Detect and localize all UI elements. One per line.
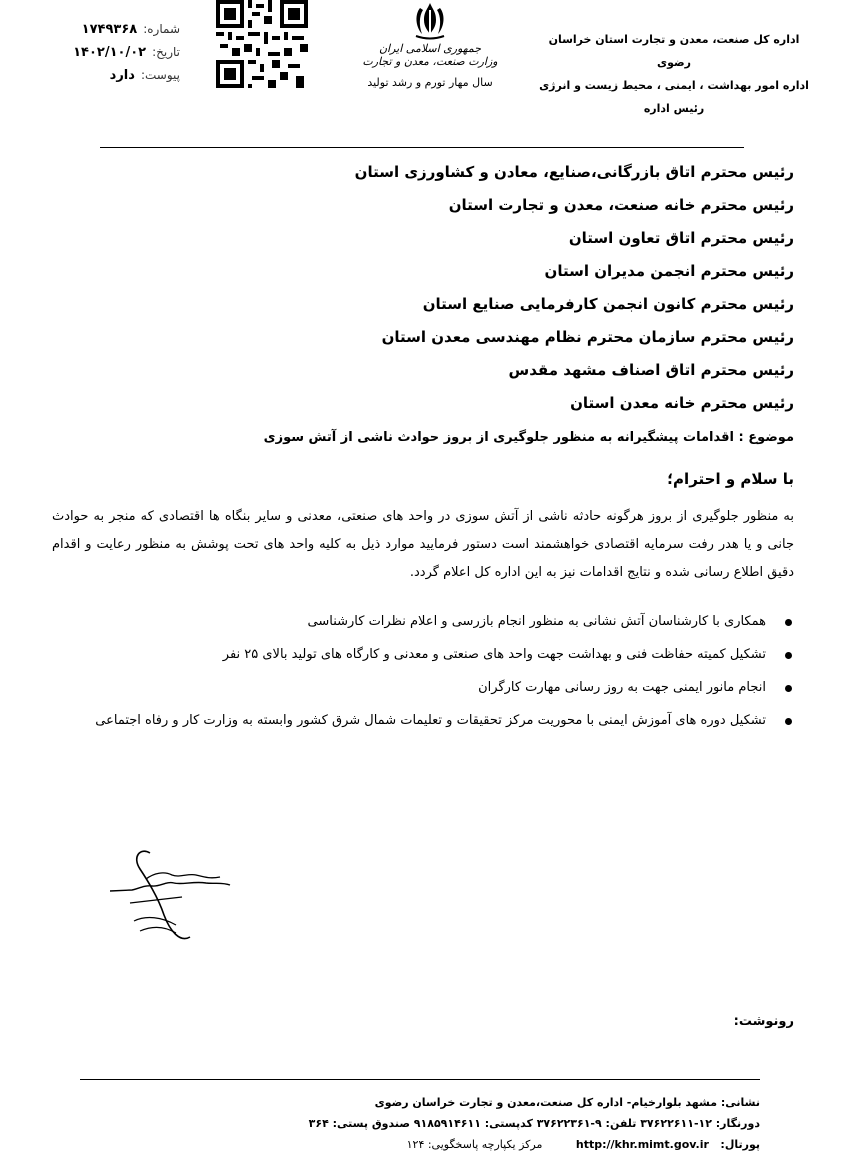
footer-address: نشانی: مشهد بلوارخیام- اداره کل صنعت،معدن و تجارت خراسان رضوی	[374, 1096, 760, 1109]
bullet-icon	[785, 619, 792, 626]
footer-divider	[80, 1079, 760, 1080]
bullet-icon	[785, 685, 792, 692]
signature	[110, 845, 240, 945]
letter-number-row	[60, 18, 180, 41]
list-item	[52, 707, 794, 735]
footer-portal-row	[80, 1134, 760, 1155]
org-line-1: اداره کل صنعت، معدن و تجارت استان خراسان رضوی	[548, 33, 800, 69]
number-label: شماره:	[143, 22, 180, 36]
letter-date-row	[60, 41, 180, 64]
list-item-text: همکاری با کارشناسان آتش نشانی به منظور انجام بازرسی و اعلام نظرات کارشناسی	[307, 614, 766, 629]
emblem-caption-ministry: وزارت صنعت، معدن و تجارت	[362, 55, 498, 68]
addressee-item: رئیس محترم خانه معدن استان	[570, 394, 794, 412]
footer-contacts: دورنگار: ۱۲-۳۷۶۲۲۶۱۱ تلفن: ۹-۳۷۶۲۲۳۶۱ کدپستی: ۹۱۸۵۹۱۴۶۱۱ صندوق پستی: ۳۶۴	[308, 1117, 760, 1130]
list-item-text: انجام مانور ایمنی جهت به روز رسانی مهارت کارگران	[478, 680, 766, 695]
addressee-list	[94, 156, 794, 420]
list-item	[52, 674, 794, 702]
header-divider	[100, 147, 744, 148]
qr-code-icon	[216, 0, 308, 88]
year-slogan: سال مهار تورم و رشد تولید	[367, 76, 493, 89]
addressee-item: رئیس محترم سازمان محترم نظام مهندسی معدن استان	[381, 328, 794, 346]
hotline: مرکز یکپارچه پاسخگویی: ۱۲۴	[406, 1138, 543, 1151]
addressee-item: رئیس محترم اتاق تعاون استان	[568, 229, 794, 247]
org-line-2: اداره امور بهداشت ، ایمنی ، محیط زیست و انرژی	[539, 79, 809, 92]
list-item	[52, 641, 794, 669]
list-item	[52, 608, 794, 636]
emblem-caption-country: جمهوری اسلامی ایران	[378, 42, 482, 55]
addressee-item: رئیس محترم خانه صنعت، معدن و تجارت استان	[448, 196, 794, 214]
footer	[80, 1092, 760, 1155]
portal-label: پورتال:	[720, 1138, 760, 1151]
emblem-block	[360, 0, 500, 112]
action-items-list	[52, 608, 794, 740]
number-value: ۱۷۴۹۳۶۸	[81, 22, 138, 37]
attachment-label: پیوست:	[140, 68, 180, 82]
addressee-item: رئیس محترم اتاق بازرگانی،صنایع، معادن و کشاورزی استان	[354, 163, 794, 181]
bullet-icon	[785, 652, 792, 659]
date-value: ۱۴۰۲/۱۰/۰۲	[73, 45, 147, 60]
date-label: تاریخ:	[152, 45, 180, 59]
body-paragraph: به منظور جلوگیری از بروز هرگونه حادثه ناشی از آتش سوزی در واحد های صنعتی، معدنی و سایر بنگاه ها اقتصادی که منجر به حوادث جانی و یا هدر رفت سرمایه اقتصادی خواهشمند است دستور فرمایید موارد ذیل به کلیه واحد های تحت پوشش به منظور رعایت و اقدام دقیق اطلاع رسانی شده و نتایج اقدامات نیز به این اداره کل اعلام گردد.	[52, 509, 794, 580]
letter-attachment-row	[60, 64, 180, 87]
attachment-value: دارد	[109, 68, 135, 83]
addressee-item: رئیس محترم انجمن مدیران استان	[544, 262, 794, 280]
iran-emblem-icon	[410, 0, 450, 40]
org-line-3: رئیس اداره	[643, 102, 705, 115]
list-item-text: تشکیل کمیته حفاظت فنی و بهداشت جهت واحد های صنعتی و معدنی و کارگاه های تولید بالای ۲۵ نفر	[222, 647, 766, 662]
letter-meta	[60, 18, 180, 87]
copies-label: رونوشت:	[733, 1014, 794, 1029]
addressee-item: رئیس محترم اتاق اصناف مشهد مقدس	[508, 361, 794, 379]
bullet-icon	[785, 718, 792, 725]
addressee-item: رئیس محترم کانون انجمن کارفرمایی صنایع استان	[422, 295, 794, 313]
organization-header	[534, 28, 814, 120]
list-item-text: تشکیل دوره های آموزش ایمنی با محوریت مرکز تحقیقات و تعلیمات شمال شرق کشور وابسته به وزارت کار و رفاه اجتماعی	[95, 713, 766, 728]
greeting: با سلام و احترام؛	[667, 470, 794, 488]
portal-link[interactable]: http://khr.mimt.gov.ir	[575, 1138, 709, 1151]
letter-subject: موضوع : اقدامات پیشگیرانه به منظور جلوگیری از بروز حوادث ناشی از آتش سوزی	[263, 430, 794, 445]
